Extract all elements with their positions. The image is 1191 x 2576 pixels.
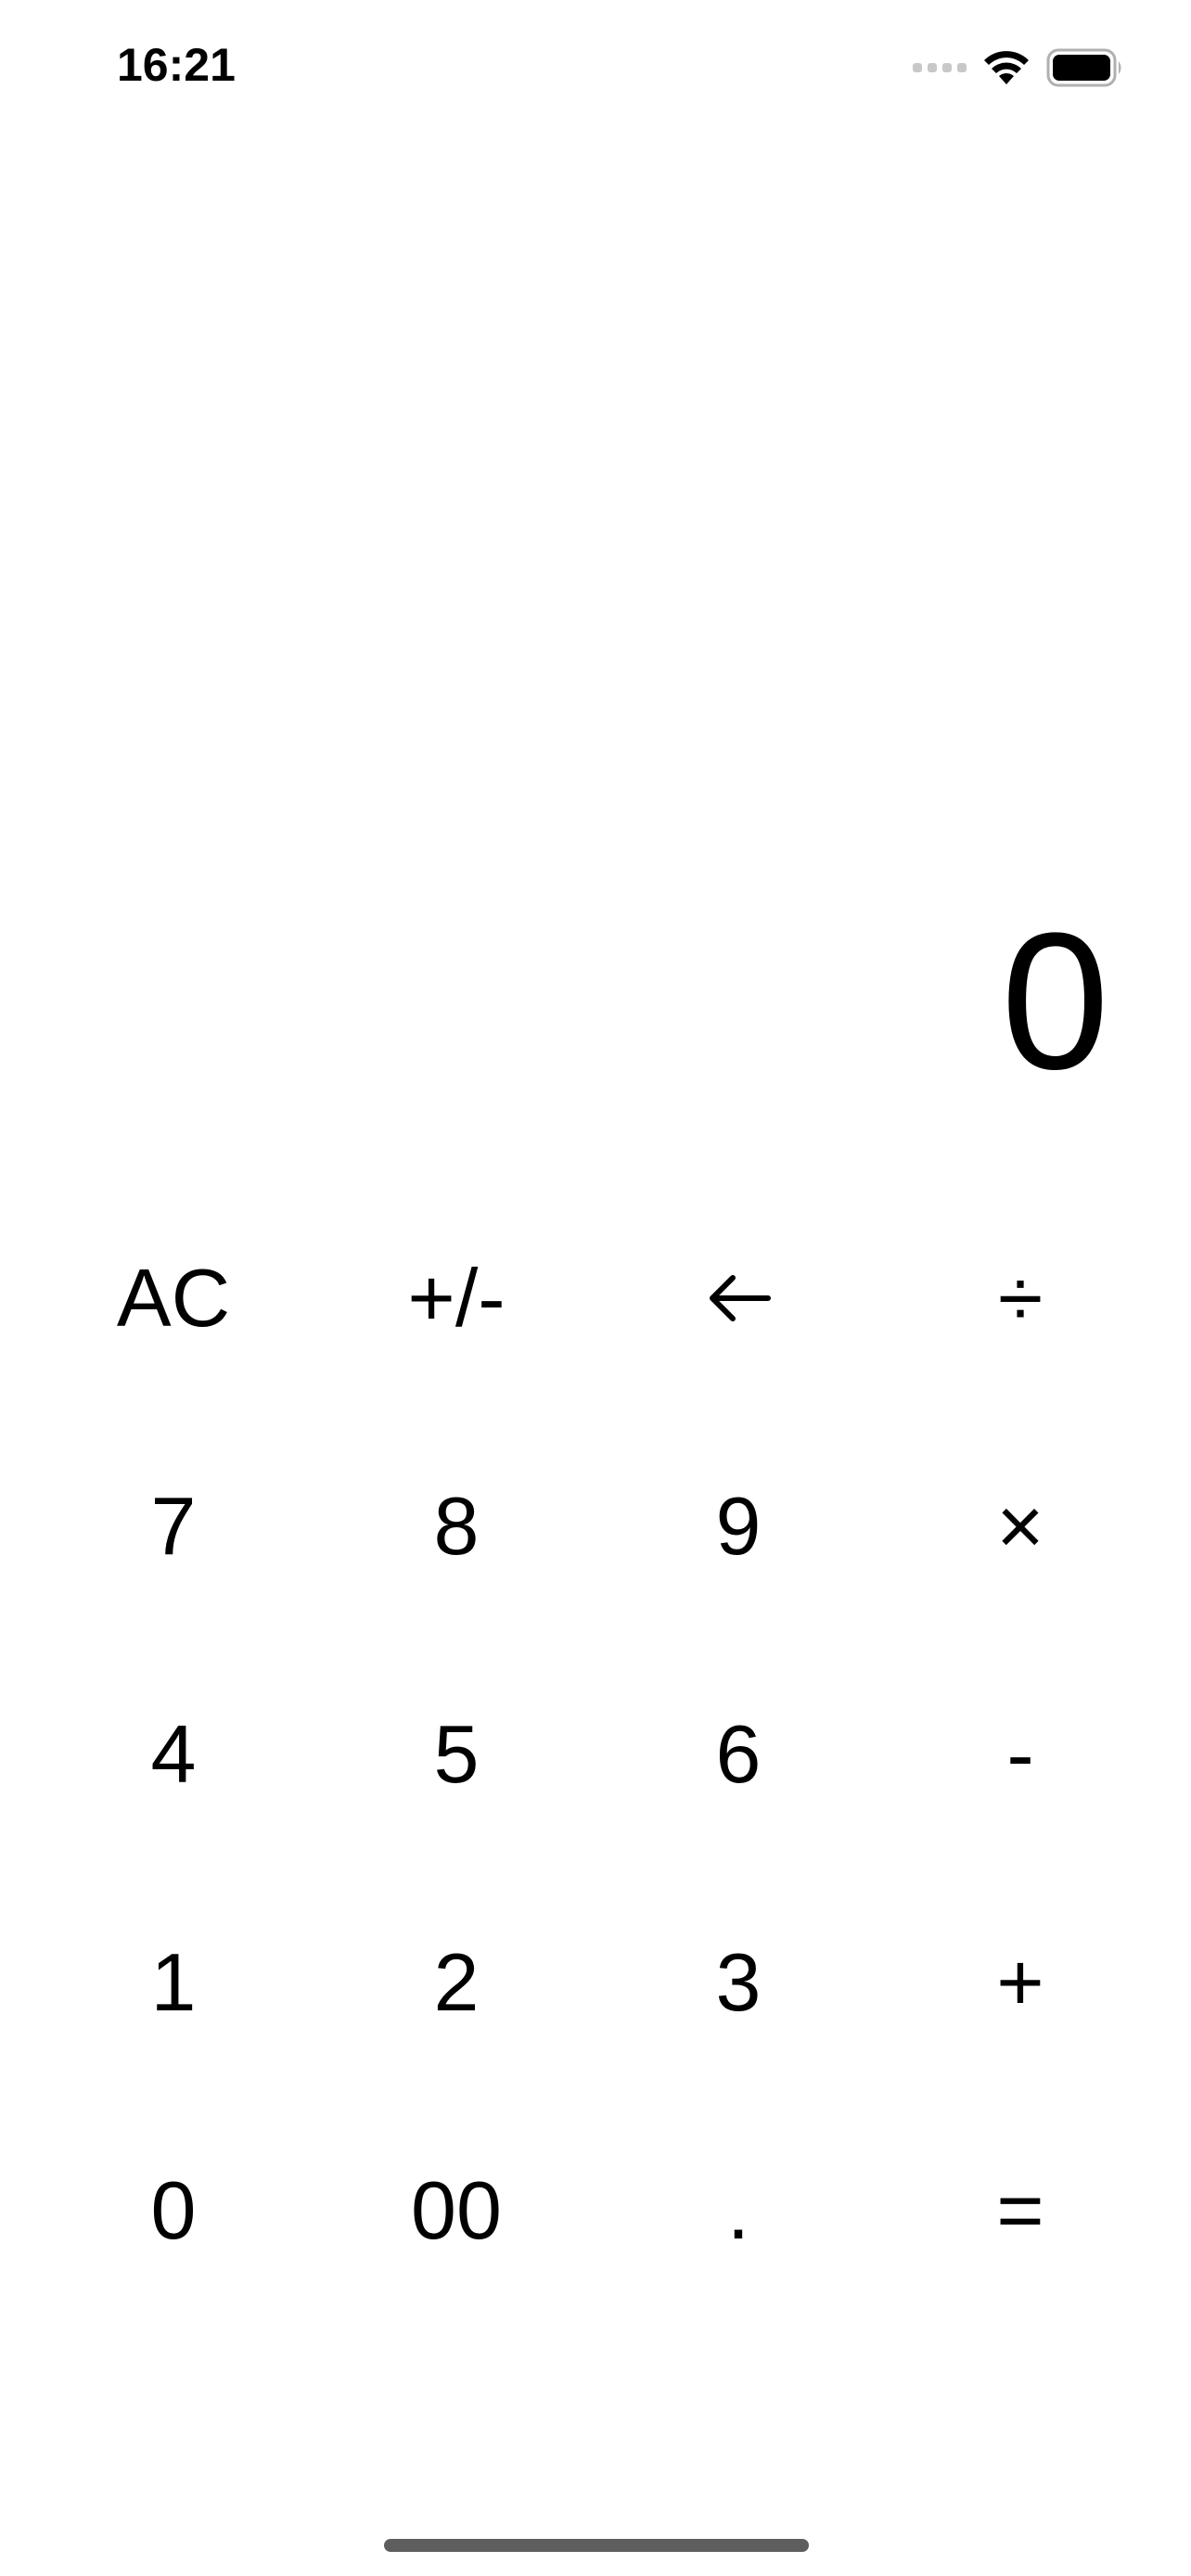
keypad-row (0, 1890, 1191, 2118)
digit-2-button[interactable]: 2 (336, 1890, 577, 2075)
digit-1-button[interactable]: 1 (53, 1890, 294, 2075)
keypad-row (0, 1434, 1191, 1662)
battery-icon (1046, 48, 1124, 87)
digit-5-button[interactable]: 5 (336, 1662, 577, 1847)
subtract-button[interactable]: - (900, 1662, 1141, 1847)
status-time: 16:21 (117, 39, 236, 91)
digit-7-button[interactable]: 7 (53, 1434, 294, 1619)
result-display: 0 (1001, 892, 1109, 1110)
decimal-button[interactable]: . (618, 2118, 859, 2303)
backspace-button[interactable] (618, 1205, 859, 1391)
keypad-row (0, 2118, 1191, 2346)
divide-button[interactable]: ÷ (900, 1205, 1141, 1391)
status-icons (913, 45, 1124, 91)
status-bar (0, 0, 1191, 139)
add-button[interactable]: + (900, 1890, 1141, 2075)
digit-4-button[interactable]: 4 (53, 1662, 294, 1847)
back-arrow-icon (705, 1272, 772, 1324)
keypad-row (0, 1662, 1191, 1890)
digit-8-button[interactable]: 8 (336, 1434, 577, 1619)
clear-button[interactable]: AC (53, 1205, 294, 1391)
equals-button[interactable]: = (900, 2118, 1141, 2303)
wifi-icon (983, 49, 1030, 86)
keypad-row (0, 1205, 1191, 1434)
multiply-button[interactable]: × (900, 1434, 1141, 1619)
digit-9-button[interactable]: 9 (618, 1434, 859, 1619)
digit-6-button[interactable]: 6 (618, 1662, 859, 1847)
digit-0-button[interactable]: 0 (53, 2118, 294, 2303)
home-indicator[interactable] (384, 2539, 809, 2552)
signal-dots-icon (913, 63, 967, 72)
toggle-sign-button[interactable]: +/- (336, 1205, 577, 1391)
double-zero-button[interactable]: 00 (336, 2118, 577, 2303)
digit-3-button[interactable]: 3 (618, 1890, 859, 2075)
